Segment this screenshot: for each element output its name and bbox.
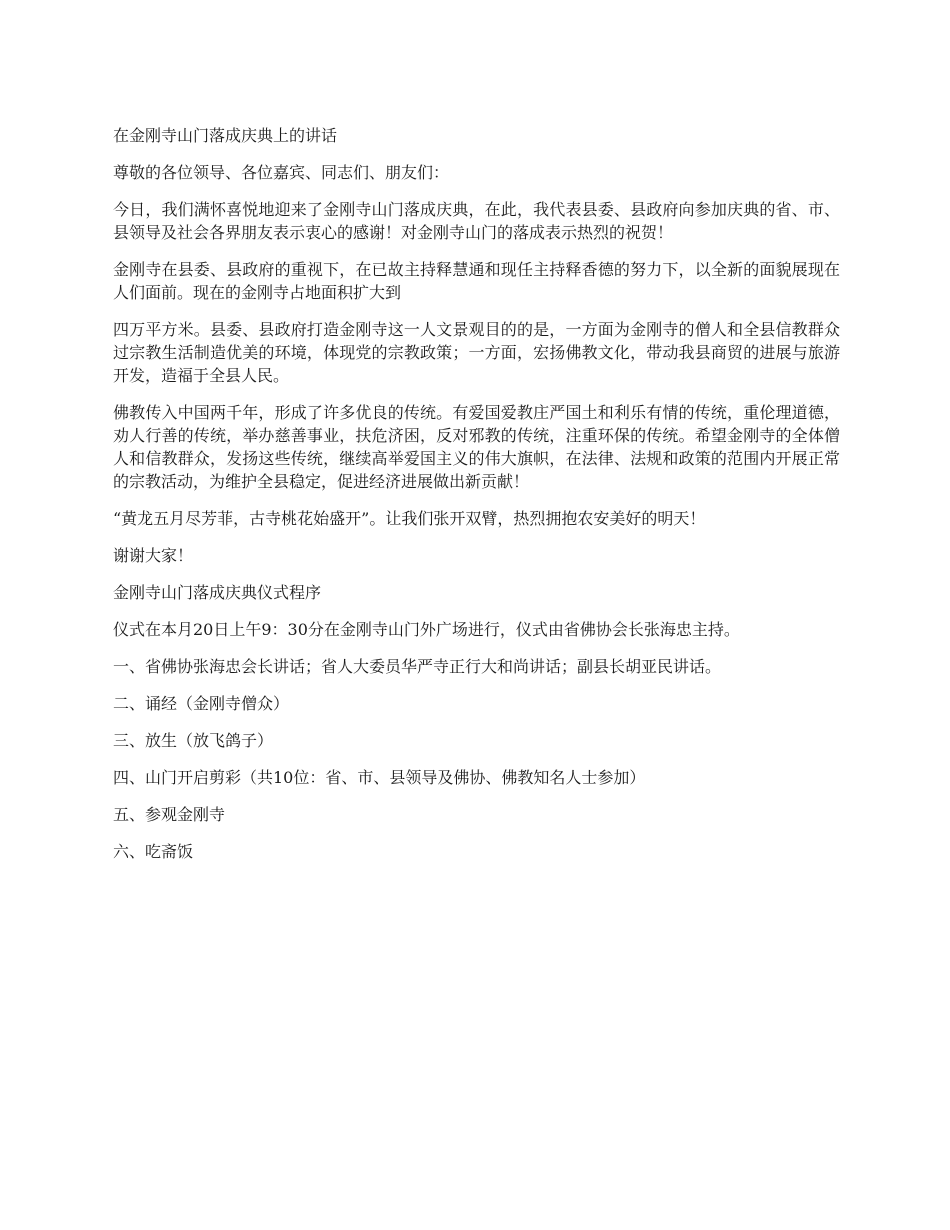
program-item: 三、放生（放飞鸽子）: [113, 731, 274, 750]
program-intro: 仪式在本月20日上午9：30分在金刚寺山门外广场进行，仪式由省佛协会长张海忠主持。: [113, 620, 740, 639]
document-body: [113, 124, 840, 877]
body-paragraph: 四万平方米。县委、县政府打造金刚寺这一人文景观目的的是，一方面为金刚寺的僧人和全县信教群众过宗教生活制造优美的环境，体现党的宗教政策；一方面，宏扬佛教文化，带动我县商贸的进展与旅游开发，造福于全县人民。: [113, 320, 840, 385]
body-paragraph: “黄龙五月尽芳菲，古寺桃花始盛开”。让我们张开双臂，热烈拥抱农安美好的明天！: [113, 509, 706, 528]
body-paragraph: 金刚寺在县委、县政府的重视下，在已故主持释慧通和现任主持释香德的努力下，以全新的面貌展现在人们面前。现在的金刚寺占地面积扩大到: [113, 260, 840, 302]
body-paragraph: 佛教传入中国两千年，形成了许多优良的传统。有爱国爱教庄严国土和利乐有情的传统，重伦理道德，劝人行善的传统，举办慈善事业，扶危济困，反对邪教的传统，注重环保的传统。希望金刚寺的全体僧人和信教群众，发扬这些传统，继续高举爱国主义的伟大旗帜，在法律、法规和政策的范围内开展正常的宗教活动，为维护全县稳定，促进经济进展做出新贡献！: [113, 403, 840, 491]
closing-thanks: 谢谢大家！: [113, 546, 194, 565]
program-item: 二、诵经（金刚寺僧众）: [113, 694, 290, 713]
program-title: 金刚寺山门落成庆典仪式程序: [113, 583, 322, 602]
salutation: 尊敬的各位领导、各位嘉宾、同志们、朋友们：: [113, 163, 450, 182]
body-paragraph: 今日，我们满怀喜悦地迎来了金刚寺山门落成庆典，在此，我代表县委、县政府向参加庆典的省、市、县领导及社会各界朋友表示衷心的感谢！对金刚寺山门的落成表示热烈的祝贺！: [113, 200, 840, 242]
speech-title: 在金刚寺山门落成庆典上的讲话: [113, 126, 338, 145]
program-item: 一、省佛协张海忠会长讲话；省人大委员华严寺正行大和尚讲话；副县长胡亚民讲话。: [113, 657, 722, 676]
program-item: 六、吃斋饭: [113, 842, 194, 861]
program-item: 五、参观金刚寺: [113, 805, 226, 824]
program-item: 四、山门开启剪彩（共10位：省、市、县领导及佛协、佛教知名人士参加）: [113, 768, 646, 787]
